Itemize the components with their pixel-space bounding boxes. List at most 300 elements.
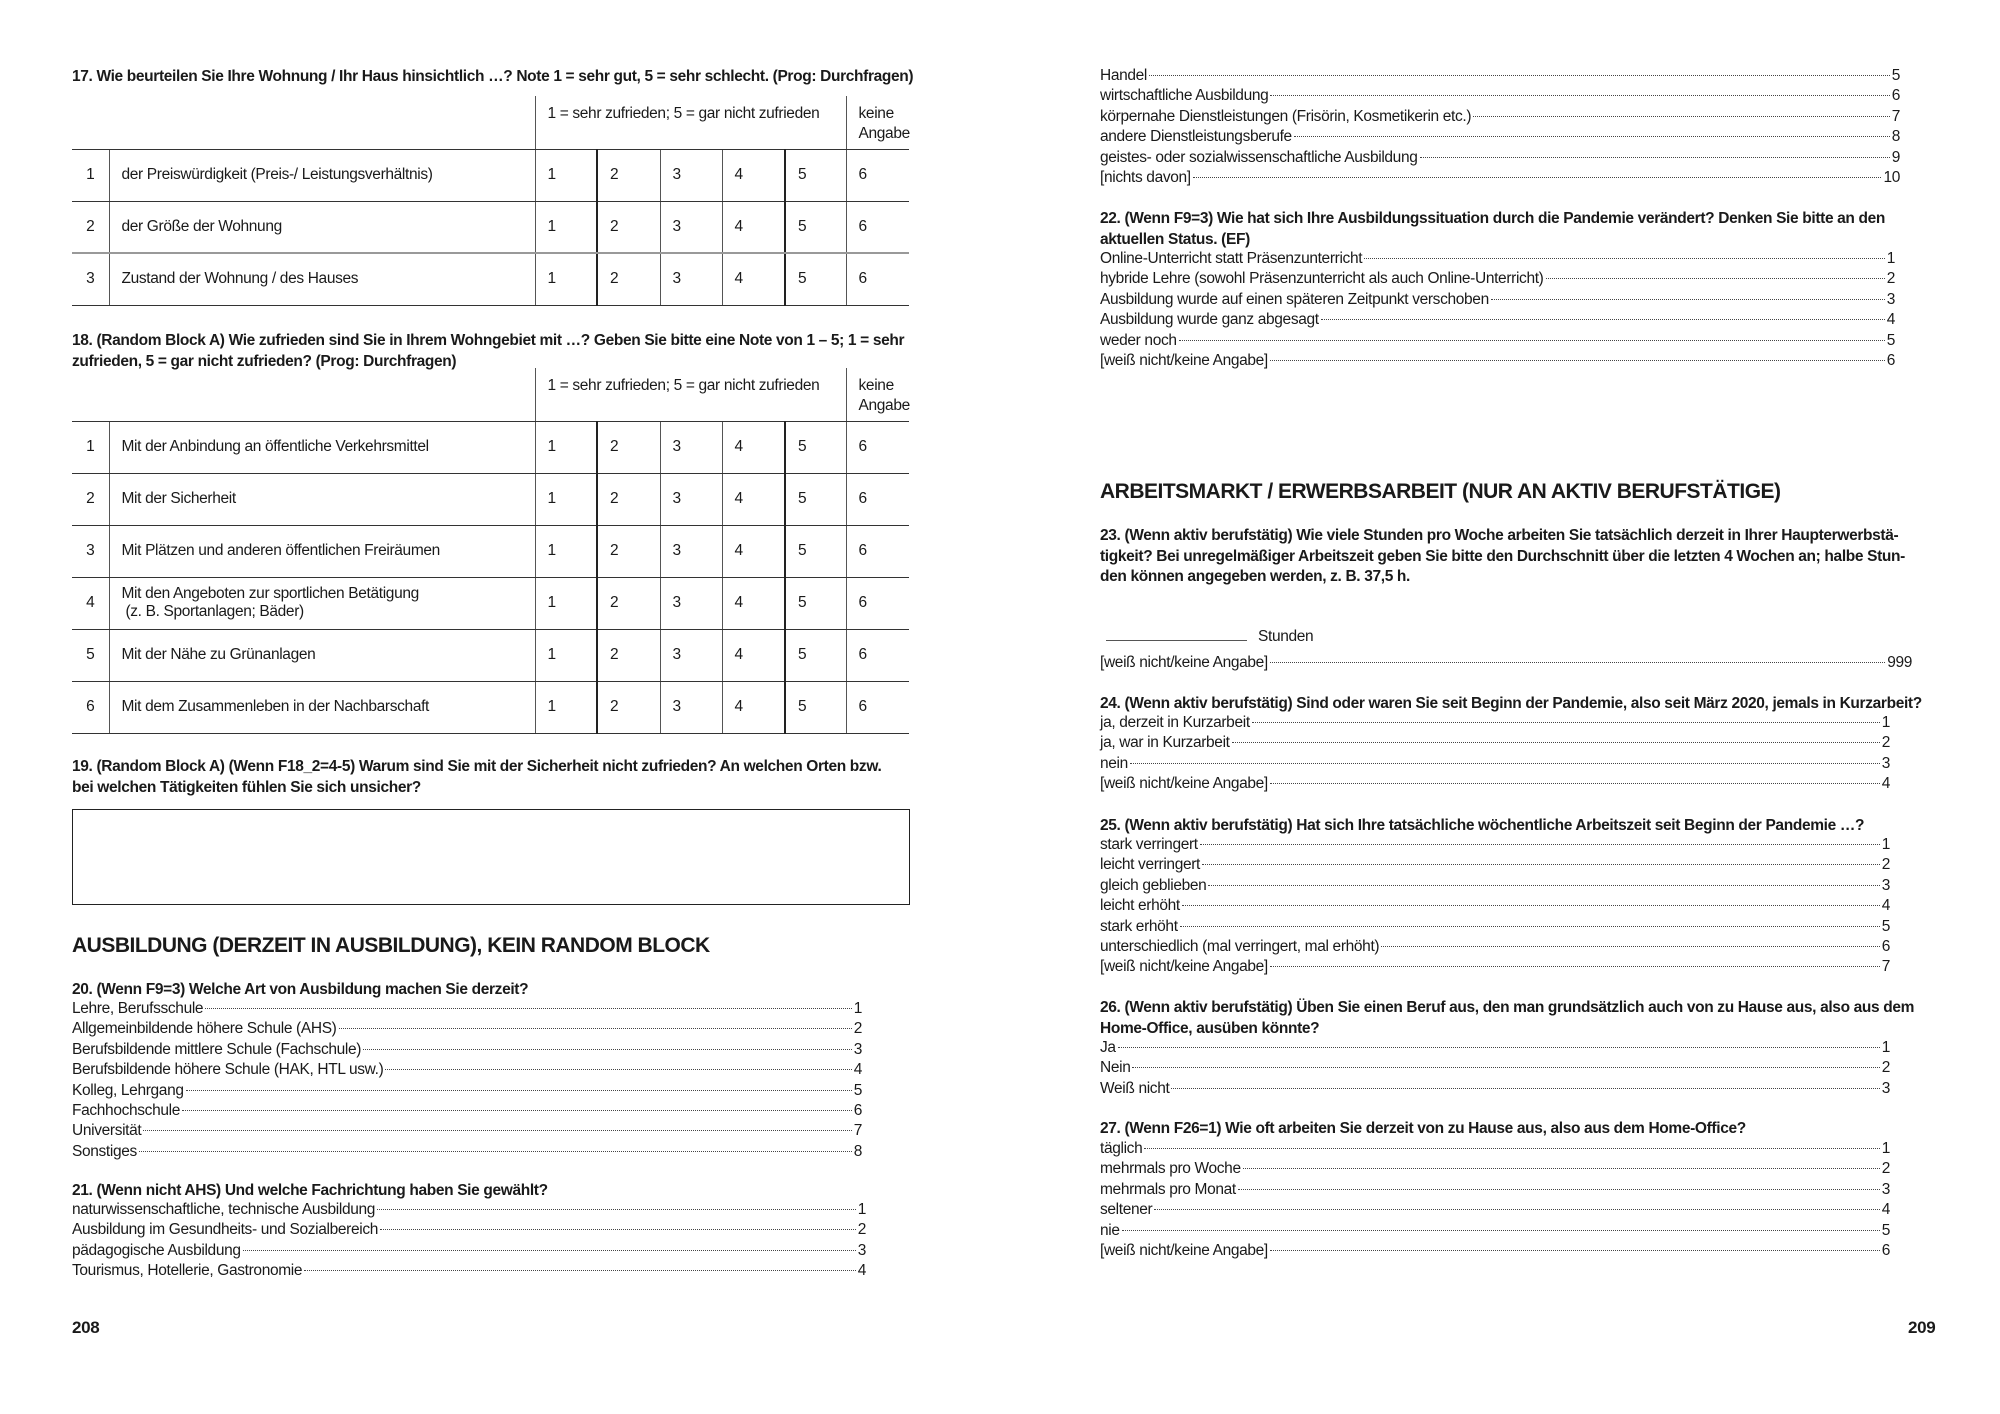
dot-leader [182, 1110, 852, 1111]
rating-option-6[interactable]: 6 [846, 473, 909, 525]
question-title-line: 27. (Wenn F26=1) Wie oft arbeiten Sie derzeit von zu Hause aus, also aus dem Home-Office? [1100, 1120, 1746, 1137]
question-title-line: 20. (Wenn F9=3) Welche Art von Ausbildung machen Sie derzeit? [72, 981, 529, 998]
table-row [72, 421, 909, 473]
dot-leader [1202, 864, 1880, 865]
option-label: täglich [1100, 1140, 1143, 1157]
option-row[interactable] [1100, 1039, 1890, 1059]
rating-option-3[interactable]: 3 [660, 201, 722, 253]
question-18-title [72, 331, 904, 372]
option-label: andere Dienstleistungsberufe [1100, 128, 1292, 146]
option-row[interactable] [1100, 836, 1890, 856]
section-heading-ausbildung: AUSBILDUNG (DERZEIT IN AUSBILDUNG), KEIN RANDOM BLOCK [72, 934, 710, 957]
rating-option-6[interactable]: 6 [846, 149, 909, 201]
question-19-answer-box[interactable] [72, 809, 910, 905]
dot-leader [186, 1090, 852, 1091]
dot-leader [339, 1028, 852, 1029]
option-row[interactable] [1100, 734, 1890, 754]
scale-header: 1 = sehr zufrieden; 5 = gar nicht zufrieden [535, 96, 846, 149]
option-row[interactable] [1100, 169, 1900, 189]
page-number-right: 209 [1908, 1318, 1936, 1337]
option-code: 7 [1891, 107, 1900, 125]
option-label: Universität [72, 1122, 142, 1140]
option-label: stark erhöht [1100, 917, 1178, 935]
option-label: Berufsbildende höhere Schule (HAK, HTL usw.) [72, 1061, 384, 1079]
rating-option-4[interactable]: 4 [722, 629, 785, 681]
option-code: 5 [1891, 67, 1900, 84]
dot-leader [1381, 946, 1880, 947]
dot-leader [1130, 763, 1880, 764]
option-row[interactable] [72, 1082, 862, 1102]
option-row[interactable] [1100, 250, 1895, 270]
rating-option-3[interactable]: 3 [660, 253, 722, 305]
question-22-options [1100, 250, 1895, 372]
rating-option-2[interactable]: 2 [597, 577, 660, 629]
option-code: 4 [1881, 1201, 1890, 1219]
option-label: leicht erhöht [1100, 897, 1180, 915]
option-row[interactable] [72, 1041, 862, 1061]
option-row[interactable] [72, 1020, 862, 1040]
question-title-line: 19. (Random Block A) (Wenn F18_2=4-5) Warum sind Sie mit der Sicherheit nicht zufrieden? An welchen Orten bzw. [72, 758, 882, 775]
rating-option-1[interactable]: 1 [535, 421, 597, 473]
option-code: 5 [1881, 917, 1890, 935]
option-label: unterschiedlich (mal verringert, mal erhöht) [1100, 937, 1380, 955]
rating-option-1[interactable]: 1 [535, 525, 597, 577]
question-18-table [72, 368, 909, 734]
option-code: 2 [1881, 856, 1890, 874]
option-label: Online-Unterricht statt Präsenzunterricht [1100, 250, 1363, 267]
rating-option-3[interactable]: 3 [660, 577, 722, 629]
rating-option-2[interactable]: 2 [597, 201, 660, 253]
option-code: 6 [1886, 351, 1895, 369]
no-answer-header [846, 368, 909, 421]
option-label: Ausbildung wurde ganz abgesagt [1100, 311, 1319, 329]
table-header-row [72, 96, 909, 149]
rating-option-6[interactable]: 6 [846, 253, 909, 305]
header-empty [72, 96, 535, 149]
dot-leader [1270, 360, 1885, 361]
option-label: naturwissenschaftliche, technische Ausbildung [72, 1201, 376, 1218]
option-row[interactable] [72, 1122, 862, 1142]
option-row[interactable] [1100, 1242, 1890, 1262]
question-20-title [72, 980, 528, 1001]
option-code: 6 [853, 1101, 862, 1119]
option-label: wirtschaftliche Ausbildung [1100, 87, 1269, 105]
dot-leader [139, 1151, 852, 1152]
option-code: 2 [1881, 1160, 1890, 1178]
row-number: 6 [72, 681, 109, 733]
table-header-row [72, 368, 909, 421]
rating-option-1[interactable]: 1 [535, 681, 597, 733]
question-title-line: 22. (Wenn F9=3) Wie hat sich Ihre Ausbildungssituation durch die Pandemie verändert? Denken Sie bitte an den [1100, 210, 1886, 227]
dot-leader [1238, 1189, 1880, 1190]
dot-leader [1149, 75, 1890, 76]
dot-leader [1270, 662, 1885, 663]
dot-leader [1270, 966, 1880, 967]
rating-option-6[interactable]: 6 [846, 421, 909, 473]
rating-option-3[interactable]: 3 [660, 473, 722, 525]
option-row[interactable] [72, 1061, 862, 1081]
rating-option-2[interactable]: 2 [597, 473, 660, 525]
option-row[interactable] [1100, 856, 1890, 876]
row-number: 5 [72, 629, 109, 681]
option-row[interactable] [1100, 1201, 1890, 1221]
option-code: 6 [1881, 937, 1890, 955]
option-row[interactable] [1100, 108, 1900, 128]
option-label: ja, war in Kurzarbeit [1100, 734, 1230, 752]
row-label: Mit der Nähe zu Grünanlagen [109, 629, 535, 681]
dot-leader [380, 1229, 856, 1230]
question-title-line: Home-Office, ausüben könnte? [1100, 1019, 1320, 1037]
option-code: 2 [853, 1020, 862, 1038]
option-code: 8 [853, 1142, 862, 1160]
hours-unit-label: Stunden [1258, 628, 1314, 645]
dot-leader [1132, 1067, 1879, 1068]
dot-leader [385, 1069, 851, 1070]
option-code: 10 [1883, 168, 1900, 186]
row-label: Mit der Anbindung an öffentliche Verkehrsmittel [109, 421, 535, 473]
option-label: [weiß nicht/keine Angabe] [1100, 351, 1268, 369]
option-row[interactable] [1100, 938, 1890, 958]
rating-option-3[interactable]: 3 [660, 629, 722, 681]
option-row[interactable] [1100, 332, 1895, 352]
option-row[interactable] [1100, 128, 1900, 148]
rating-option-6[interactable]: 6 [846, 577, 909, 629]
rating-option-5[interactable]: 5 [785, 253, 846, 305]
question-title-line: den können angegeben werden, z. B. 37,5 h. [1100, 568, 1411, 585]
section-heading-arbeitsmarkt: ARBEITSMARKT / ERWERBSARBEIT (NUR AN AKTIV BERUFSTÄTIGE) [1100, 480, 1781, 503]
option-code: 999 [1887, 654, 1912, 671]
question-23-options [1100, 654, 1912, 674]
option-row[interactable] [1100, 897, 1890, 917]
rating-option-5[interactable]: 5 [785, 201, 846, 253]
option-row[interactable] [1100, 1160, 1890, 1180]
option-row[interactable] [1100, 311, 1895, 331]
table-row [72, 201, 909, 253]
option-row[interactable] [72, 1201, 866, 1221]
question-title-line: aktuellen Status. (EF) [1100, 230, 1250, 248]
option-code: 4 [1881, 897, 1890, 915]
option-code: 3 [857, 1241, 866, 1259]
option-code: 1 [1881, 1039, 1890, 1056]
option-code: 1 [1881, 836, 1890, 853]
dot-leader [1182, 905, 1880, 906]
dot-leader [243, 1250, 856, 1251]
rating-option-5[interactable]: 5 [785, 525, 846, 577]
option-code: 2 [1881, 734, 1890, 752]
option-code: 3 [853, 1040, 862, 1058]
table-row [72, 149, 909, 201]
row-number: 4 [72, 577, 109, 629]
question-title-line: 18. (Random Block A) Wie zufrieden sind Sie in Ihrem Wohngebiet mit …? Geben Sie bitte eine Note von 1 – 5; 1 = sehr [72, 332, 905, 349]
option-row[interactable] [1100, 1140, 1890, 1160]
question-22-title [1100, 209, 1885, 250]
option-code: 2 [1881, 1059, 1890, 1077]
option-code: 3 [1881, 754, 1890, 772]
question-24-options [1100, 714, 1890, 796]
dot-leader [1193, 177, 1882, 178]
no-answer-header-line: keine [858, 377, 894, 394]
question-25-title [1100, 816, 1864, 837]
rating-option-4[interactable]: 4 [722, 149, 785, 201]
row-number: 2 [72, 201, 109, 253]
rating-option-2[interactable]: 2 [597, 525, 660, 577]
rating-option-5[interactable]: 5 [785, 149, 846, 201]
option-row[interactable] [1100, 291, 1895, 311]
dot-leader [1321, 319, 1885, 320]
dot-leader [304, 1270, 856, 1271]
option-code: 4 [853, 1061, 862, 1079]
question-title-line: 24. (Wenn aktiv berufstätig) Sind oder waren Sie seit Beginn der Pandemie, also seit März 2020, jemals in Kurzarbeit? [1100, 695, 1922, 712]
page-number-left: 208 [72, 1318, 100, 1337]
option-label: leicht verringert [1100, 856, 1201, 874]
option-code: 3 [1881, 1079, 1890, 1097]
option-row[interactable] [1100, 270, 1895, 290]
question-26-title [1100, 998, 1914, 1039]
rating-option-1[interactable]: 1 [535, 253, 597, 305]
rating-option-4[interactable]: 4 [722, 577, 785, 629]
table-row [72, 681, 909, 733]
rating-option-1[interactable]: 1 [535, 201, 597, 253]
question-24-title [1100, 694, 1922, 715]
option-code: 1 [1881, 1140, 1890, 1157]
option-label: stark verringert [1100, 836, 1198, 853]
rating-option-6[interactable]: 6 [846, 201, 909, 253]
option-row[interactable] [1100, 149, 1900, 169]
row-label: der Preiswürdigkeit (Preis-/ Leistungsverhältnis) [109, 149, 535, 201]
option-label: Ausbildung im Gesundheits- und Sozialbereich [72, 1221, 378, 1239]
rating-option-5[interactable]: 5 [785, 577, 846, 629]
option-label: Weiß nicht [1100, 1079, 1170, 1097]
question-17-title [72, 67, 913, 88]
option-row[interactable] [1100, 1222, 1890, 1242]
dot-leader [1473, 116, 1890, 117]
rating-option-4[interactable]: 4 [722, 473, 785, 525]
option-label: Lehre, Berufsschule [72, 1000, 204, 1017]
option-row[interactable] [1100, 352, 1895, 372]
rating-option-2[interactable]: 2 [597, 253, 660, 305]
option-label: ja, derzeit in Kurzarbeit [1100, 714, 1250, 731]
dot-leader [1232, 742, 1880, 743]
question-21-title [72, 1181, 548, 1202]
scale-header: 1 = sehr zufrieden; 5 = gar nicht zufrieden [535, 368, 846, 421]
option-label: Tourismus, Hotellerie, Gastronomie [72, 1262, 303, 1280]
no-answer-header-line: keine [858, 105, 894, 122]
option-label: [nichts davon] [1100, 168, 1191, 186]
no-answer-header-line: Angabe [858, 397, 910, 414]
row-label: Mit den Angeboten zur sportlichen Betätigung (z. B. Sportanlagen; Bäder) [109, 577, 535, 629]
option-code: 8 [1891, 128, 1900, 146]
dot-leader [1294, 136, 1890, 137]
rating-option-4[interactable]: 4 [722, 525, 785, 577]
option-label: Kolleg, Lehrgang [72, 1081, 184, 1099]
option-code: 2 [1886, 270, 1895, 288]
option-code: 4 [857, 1262, 866, 1280]
option-row[interactable] [1100, 654, 1912, 674]
dot-leader [1180, 926, 1880, 927]
dot-leader [1179, 340, 1885, 341]
dot-leader [1270, 1250, 1880, 1251]
row-label: Zustand der Wohnung / des Hauses [109, 253, 535, 305]
question-title-line: bei welchen Tätigkeiten fühlen Sie sich unsicher? [72, 778, 421, 796]
rating-option-4[interactable]: 4 [722, 681, 785, 733]
rating-option-4[interactable]: 4 [722, 201, 785, 253]
question-21-options [72, 1201, 866, 1283]
rating-option-3[interactable]: 3 [660, 149, 722, 201]
rating-option-5[interactable]: 5 [785, 473, 846, 525]
option-code: 3 [1881, 876, 1890, 894]
rating-option-3[interactable]: 3 [660, 681, 722, 733]
option-label: hybride Lehre (sowohl Präsenzunterricht als auch Online-Unterricht) [1100, 270, 1544, 288]
question-title-line: 21. (Wenn nicht AHS) Und welche Fachrichtung haben Sie gewählt? [72, 1182, 548, 1199]
option-label: Nein [1100, 1059, 1131, 1077]
option-label: seltener [1100, 1201, 1153, 1219]
rating-option-2[interactable]: 2 [597, 421, 660, 473]
option-code: 1 [1881, 714, 1890, 731]
option-code: 1 [857, 1201, 866, 1218]
option-label: geistes- oder sozialwissenschaftliche Ausbildung [1100, 148, 1418, 166]
dot-leader [1420, 157, 1890, 158]
option-row[interactable] [1100, 1059, 1890, 1079]
option-label: körpernahe Dienstleistungen (Frisörin, Kosmetikerin etc.) [1100, 107, 1472, 125]
question-26-options [1100, 1039, 1890, 1100]
option-label: nie [1100, 1221, 1120, 1239]
no-answer-header [846, 96, 909, 149]
option-row[interactable] [1100, 87, 1900, 107]
question-27-title [1100, 1119, 1746, 1140]
option-row[interactable] [72, 1221, 866, 1241]
option-label: [weiß nicht/keine Angabe] [1100, 1241, 1268, 1259]
rating-option-1[interactable]: 1 [535, 577, 597, 629]
option-row[interactable] [72, 1242, 866, 1262]
question-19-title [72, 757, 881, 798]
rating-option-3[interactable]: 3 [660, 421, 722, 473]
option-label: [weiß nicht/keine Angabe] [1100, 958, 1268, 976]
rating-option-4[interactable]: 4 [722, 253, 785, 305]
question-17-table [72, 96, 909, 306]
dot-leader [1122, 1230, 1880, 1231]
dot-leader [1270, 95, 1889, 96]
rating-option-4[interactable]: 4 [722, 421, 785, 473]
rating-option-2[interactable]: 2 [597, 681, 660, 733]
option-row[interactable] [72, 1143, 862, 1163]
dot-leader [1270, 783, 1880, 784]
option-label: mehrmals pro Monat [1100, 1180, 1236, 1198]
option-row[interactable] [1100, 714, 1890, 734]
rating-option-2[interactable]: 2 [597, 149, 660, 201]
question-27-options [1100, 1140, 1890, 1262]
dot-leader [377, 1209, 856, 1210]
option-row[interactable] [72, 1262, 866, 1282]
option-row[interactable] [1100, 755, 1890, 775]
dot-leader [1154, 1209, 1879, 1210]
dot-leader [363, 1049, 852, 1050]
option-row[interactable] [1100, 67, 1900, 87]
option-label: Handel [1100, 67, 1148, 84]
option-code: 6 [1881, 1241, 1890, 1259]
option-row[interactable] [1100, 958, 1890, 978]
dot-leader [143, 1130, 851, 1131]
rating-option-1[interactable]: 1 [535, 629, 597, 681]
option-code: 5 [853, 1081, 862, 1099]
question-title-line: tigkeit? Bei unregelmäßiger Arbeitszeit geben Sie bitte den Durchschnitt über die letzten 4 Wochen an; halbe Stun- [1100, 547, 1905, 565]
rating-option-5[interactable]: 5 [785, 681, 846, 733]
question-title-line: 23. (Wenn aktiv berufstätig) Wie viele Stunden pro Woche arbeiten Sie tatsächlich derzeit in Ihrer Haupterwerbstä- [1100, 527, 1899, 544]
no-answer-header-line: Angabe [858, 125, 910, 142]
dot-leader [1144, 1148, 1879, 1149]
dot-leader [1208, 885, 1879, 886]
option-label: Sonstiges [72, 1142, 137, 1160]
option-code: 1 [1886, 250, 1895, 267]
option-label: [weiß nicht/keine Angabe] [1100, 654, 1268, 671]
question-title-line: 25. (Wenn aktiv berufstätig) Hat sich Ihre tatsächliche wöchentliche Arbeitszeit seit Beginn der Pandemie …? [1100, 817, 1865, 834]
rating-option-6[interactable]: 6 [846, 681, 909, 733]
option-code: 4 [1881, 775, 1890, 793]
hours-input-line[interactable] [1106, 640, 1247, 641]
option-label: mehrmals pro Woche [1100, 1160, 1241, 1178]
question-21-options-continued [1100, 67, 1900, 189]
row-label: Mit dem Zusammenleben in der Nachbarschaft [109, 681, 535, 733]
dot-leader [1546, 278, 1885, 279]
option-label: Fachhochschule [72, 1101, 180, 1119]
option-code: 6 [1891, 87, 1900, 105]
dot-leader [1200, 844, 1880, 845]
rating-option-5[interactable]: 5 [785, 629, 846, 681]
option-label: nein [1100, 754, 1128, 772]
table-row [72, 629, 909, 681]
option-code: 5 [1881, 1221, 1890, 1239]
rating-option-1[interactable]: 1 [535, 473, 597, 525]
option-code: 4 [1886, 311, 1895, 329]
option-label: weder noch [1100, 331, 1177, 349]
rating-option-6[interactable]: 6 [846, 525, 909, 577]
option-code: 7 [1881, 958, 1890, 976]
option-row[interactable] [1100, 1181, 1890, 1201]
dot-leader [205, 1008, 852, 1009]
option-code: 2 [857, 1221, 866, 1239]
question-title-line: 26. (Wenn aktiv berufstätig) Üben Sie einen Beruf aus, den man grundsätzlich auch von zu Hause aus, also aus dem [1100, 999, 1915, 1016]
option-label: Allgemeinbildende höhere Schule (AHS) [72, 1020, 337, 1038]
option-row[interactable] [72, 1000, 862, 1020]
rating-option-2[interactable]: 2 [597, 629, 660, 681]
rating-option-3[interactable]: 3 [660, 525, 722, 577]
option-label: Berufsbildende mittlere Schule (Fachschule) [72, 1040, 362, 1058]
option-row[interactable] [1100, 1080, 1890, 1100]
table-row [72, 577, 909, 629]
option-row[interactable] [1100, 775, 1890, 795]
option-label: [weiß nicht/keine Angabe] [1100, 775, 1268, 793]
row-number: 2 [72, 473, 109, 525]
row-label: der Größe der Wohnung [109, 201, 535, 253]
row-number: 1 [72, 421, 109, 473]
rating-option-1[interactable]: 1 [535, 149, 597, 201]
dot-leader [1243, 1168, 1880, 1169]
option-row[interactable] [1100, 877, 1890, 897]
question-title-line: 17. Wie beurteilen Sie Ihre Wohnung / Ihr Haus hinsichtlich …? Note 1 = sehr gut, 5 = sehr schlecht. (Prog: Durchfragen) [72, 68, 914, 85]
table-row [72, 473, 909, 525]
question-23-title [1100, 526, 1905, 588]
option-code: 5 [1886, 331, 1895, 349]
option-code: 3 [1886, 290, 1895, 308]
option-label: Ausbildung wurde auf einen späteren Zeitpunkt verschoben [1100, 290, 1489, 308]
rating-option-6[interactable]: 6 [846, 629, 909, 681]
rating-option-5[interactable]: 5 [785, 421, 846, 473]
row-label: Mit Plätzen und anderen öffentlichen Freiräumen [109, 525, 535, 577]
option-row[interactable] [72, 1102, 862, 1122]
option-row[interactable] [1100, 918, 1890, 938]
question-title-line: zufrieden, 5 = gar nicht zufrieden? (Prog: Durchfragen) [72, 352, 457, 370]
dot-leader [1491, 299, 1885, 300]
option-code: 3 [1881, 1180, 1890, 1198]
